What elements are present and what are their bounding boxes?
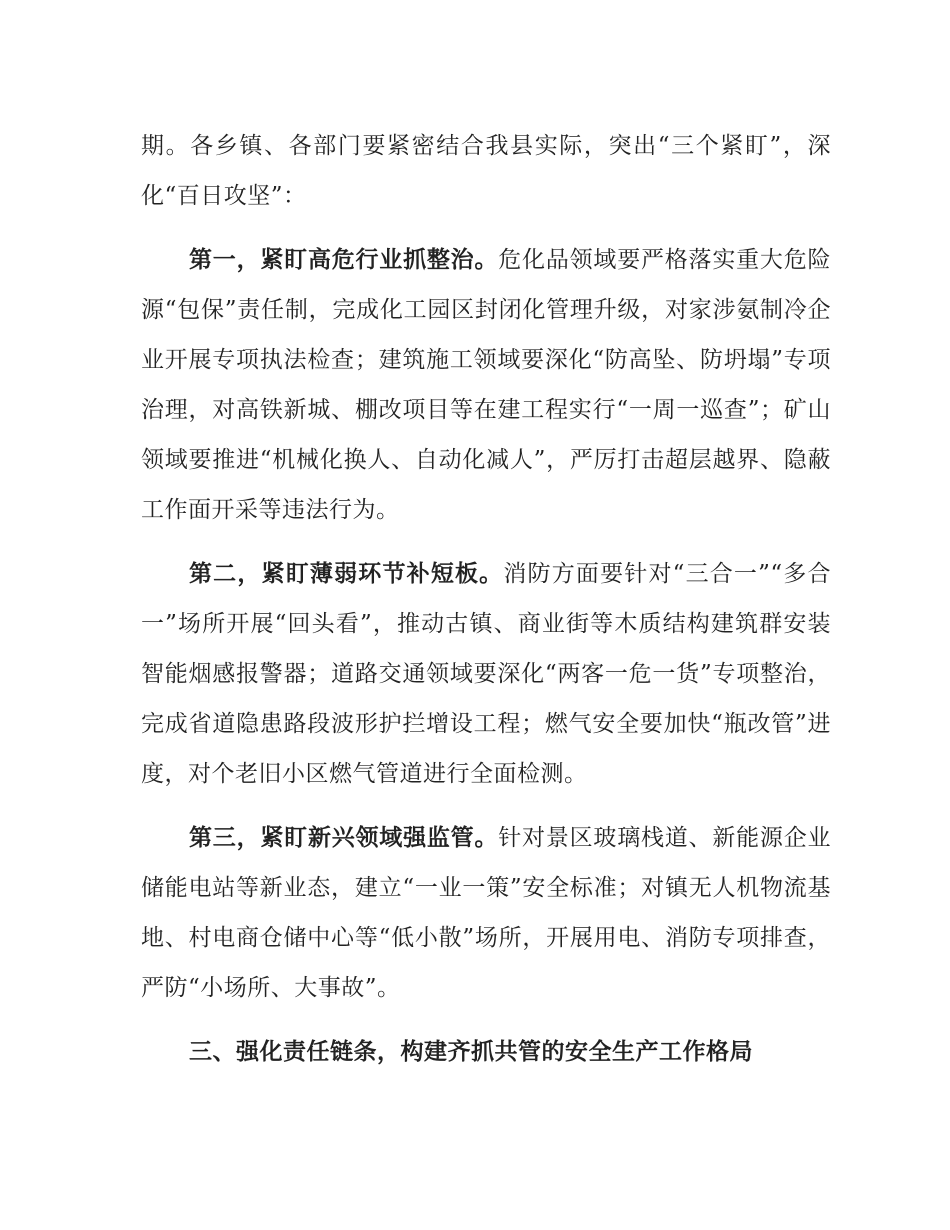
point-1-body: 危化品领域要严格落实重大危险源“包保”责任制，完成化工园区封闭化管理升级，对家涉氨制冷企业开展专项执法检查；建筑施工领域要深化“防高坠、防坍塌”专项治理，对高铁新城、棚改项目等在建工程实行“一周一巡查”；矿山领域要推进“机械化换人、自动化减人”，严厉打击超层越界、隐蔽工作面开采等违法行为。 (141, 247, 832, 523)
point-2-paragraph (141, 549, 831, 799)
intro-paragraph: 期。各乡镇、各部门要紧密结合我县实际，突出“三个紧盯”，深化“百日攻坚”： (141, 133, 831, 209)
section-heading: 三、强化责任链条，构建齐抓共管的安全生产工作格局 (189, 1039, 753, 1065)
point-2-lead: 第二，紧盯薄弱环节补短板。 (189, 561, 504, 587)
point-3-paragraph (141, 813, 831, 1013)
point-1-paragraph (141, 235, 831, 535)
point-3-body: 针对景区玻璃栈道、新能源企业储能电站等新业态，建立“一业一策”安全标准；对镇无人机物流基地、村电商仓储中心等“低小散”场所，开展用电、消防专项排查，严防“小场所、大事故”。 (141, 825, 832, 1001)
document-page (141, 121, 831, 1077)
point-2-body: 消防方面要针对“三合一”“多合一”场所开展“回头看”，推动古镇、商业街等木质结构建筑群安装智能烟感报警器；道路交通领域要深化“两客一危一货”专项整治，完成省道隐患路段波形护拦增设工程；燃气安全要加快“瓶改管”进度，对个老旧小区燃气管道进行全面检测。 (141, 561, 831, 787)
point-3-lead: 第三，紧盯新兴领域强监管。 (189, 825, 499, 851)
point-1-lead: 第一，紧盯高危行业抓整治。 (189, 247, 499, 273)
